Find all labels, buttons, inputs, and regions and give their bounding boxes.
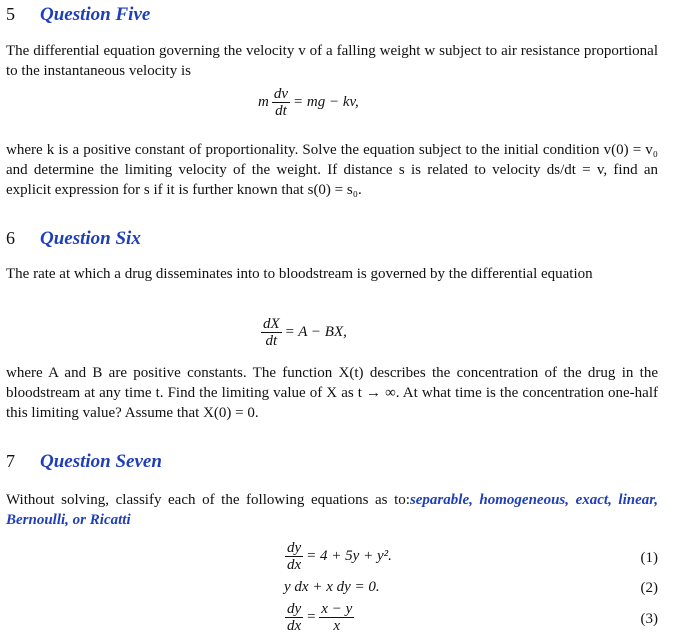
q7-eq1-fraction [285, 540, 303, 573]
q6-body: where A and B are positive constants. The function X(t) describes the concentration of the drug in the bloodstream at any time t. Find the limiting value of X as t → ∞. At what time is the concentration one-half this limiting value? Assume that X(0) = 0. [6, 365, 658, 421]
q5-intro: The differential equation governing the velocity v of a falling weight w subject to air resistance proportional to the instantaneous velocity is [6, 43, 658, 79]
q7-eq3-lhs-numerator: dy [287, 601, 302, 617]
q7-equation-2 [284, 579, 380, 596]
q7-eq2-text: y dx + x dy = 0. [284, 579, 380, 595]
q5-number: 5 [6, 4, 15, 24]
q6-heading [6, 228, 141, 250]
q7-keywords: separable, homogeneous, exact, linear, Bernoulli, or Ricatti [6, 492, 658, 528]
q7-eq1-denominator: dx [287, 557, 302, 573]
q6-title: Question Six [40, 228, 141, 249]
q5-title: Question Five [40, 4, 151, 25]
q6-equation [258, 316, 347, 349]
q7-intro: Without solving, classify each of the following equations as to: [6, 492, 410, 508]
q6-eq-rhs: = A − BX, [284, 324, 347, 340]
q5-eq-numerator: dv [273, 86, 289, 102]
q7-eq3-label: (3) [640, 611, 658, 627]
q7-eq3-rhs-fraction [319, 601, 354, 634]
q7-title: Question Seven [40, 451, 162, 472]
q7-equation-3 [282, 601, 357, 634]
q6-number: 6 [6, 228, 15, 248]
q7-eq1-label: (1) [640, 550, 658, 566]
q7-intro-paragraph [6, 490, 658, 530]
q5-eq-m: m [258, 94, 269, 110]
q7-heading [6, 451, 162, 473]
q5-body: where k is a positive constant of proportionality. Solve the equation subject to the initial condition v(0) = v₀ and determine the limiting velocity of the weight. If distance s is related to velocity ds/dt = v, find an explicit expression for s if it is further known that s(0) = s₀. [6, 142, 658, 198]
q7-eq3-lhs-fraction [285, 601, 303, 634]
q6-intro: The rate at which a drug disseminates into to bloodstream is governed by the differential equation [6, 266, 593, 282]
q5-eq-denominator: dt [275, 103, 287, 119]
q5-heading [6, 4, 150, 26]
q6-eq-fraction [261, 316, 282, 349]
q5-equation [258, 86, 359, 119]
q5-eq-rhs: = mg − kv, [293, 94, 359, 110]
q7-eq2-label: (2) [640, 580, 658, 596]
q7-eq3-equals: = [306, 609, 317, 625]
q7-number: 7 [6, 451, 15, 471]
q6-eq-denominator: dt [265, 333, 278, 349]
q7-eq1-numerator: dy [287, 540, 302, 556]
q6-eq-numerator: dX [263, 316, 280, 332]
q7-eq3-rhs-denominator: x [333, 618, 341, 634]
q7-eq3-rhs-numerator: x − y [321, 601, 353, 617]
q7-eq1-rhs: = 4 + 5y + y². [306, 548, 392, 564]
q7-eq3-lhs-denominator: dx [287, 618, 302, 634]
q5-eq-fraction [272, 86, 290, 119]
q7-equation-1 [282, 540, 392, 573]
